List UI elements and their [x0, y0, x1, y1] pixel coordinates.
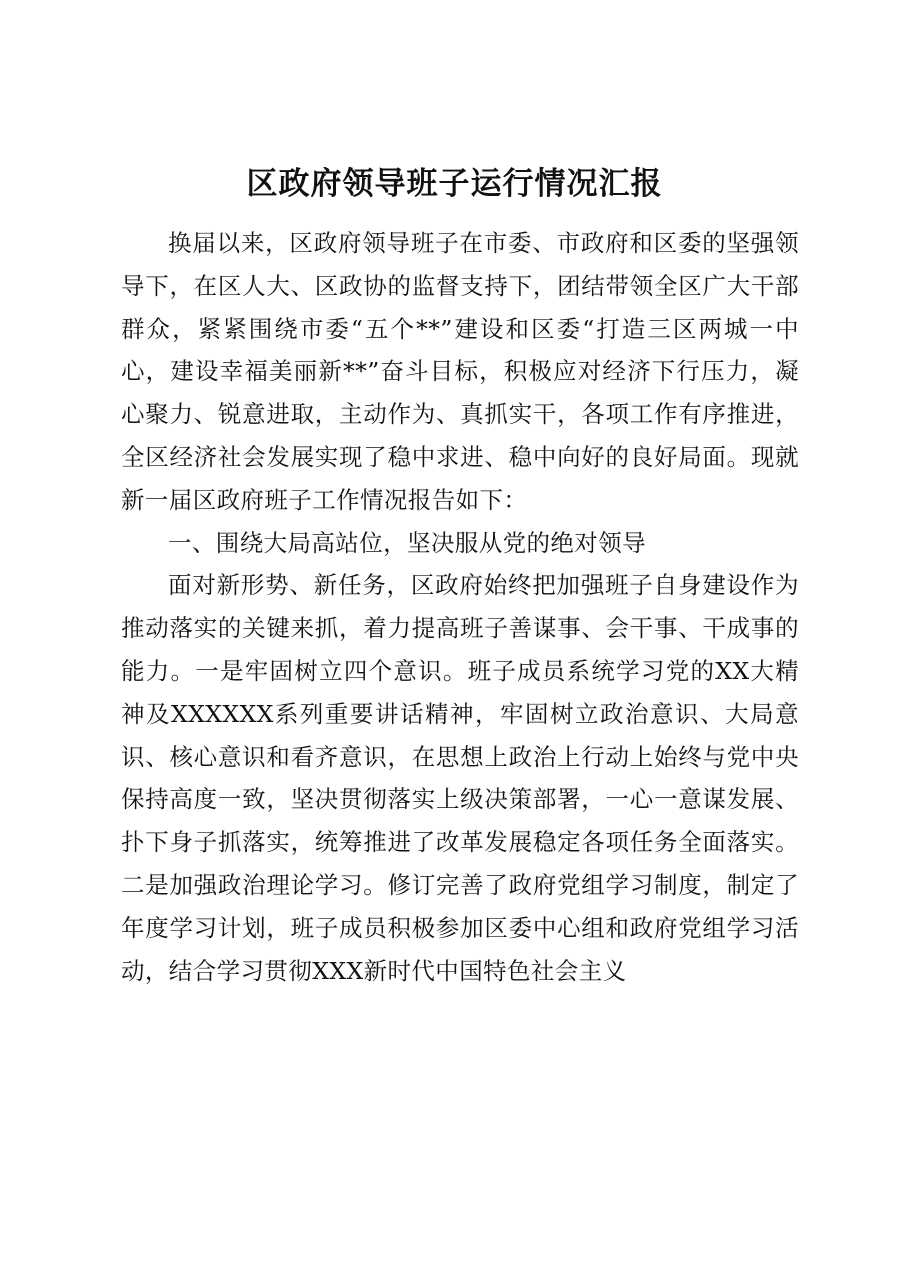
section-heading-1: 一、围绕大局高站位，坚决服从党的绝对领导 — [168, 528, 646, 557]
document-body — [121, 222, 799, 992]
section-1-paragraph: 面对新形势、新任务，区政府始终把加强班子自身建设作为推动落实的关键来抓，着力提高班子善谋事、会干事、干成事的能力。一是牢固树立四个意识。班子成员系统学习党的XX大精神及XXXXXX系列重要讲话精神，牢固树立政治意识、大局意识、核心意识和看齐意识，在思想上政治上行动上始终与党中央保持高度一致，坚决贯彻落实上级决策部署，一心一意谋发展、扑下身子抓落实，统筹推进了改革发展稳定各项任务全面落实。二是加强政治理论学习。修订完善了政府党组学习制度，制定了年度学习计划，班子成员积极参加区委中心组和政府党组学习活动，结合学习贯彻XXX新时代中国特色社会主义 — [121, 571, 799, 985]
intro-paragraph: 换届以来，区政府领导班子在市委、市政府和区委的坚强领导下，在区人大、区政协的监督支持下，团结带领全区广大干部群众，紧紧围绕市委“五个**”建设和区委“打造三区两城一中心，建设幸福美丽新**”奋斗目标，积极应对经济下行压力，凝心聚力、锐意进取，主动作为、真抓实干，各项工作有序推进，全区经济社会发展实现了稳中求进、稳中向好的良好局面。现就新一届区政府班子工作情况报告如下： — [121, 229, 799, 514]
document-title: 区政府领导班子运行情况汇报 — [246, 166, 663, 202]
